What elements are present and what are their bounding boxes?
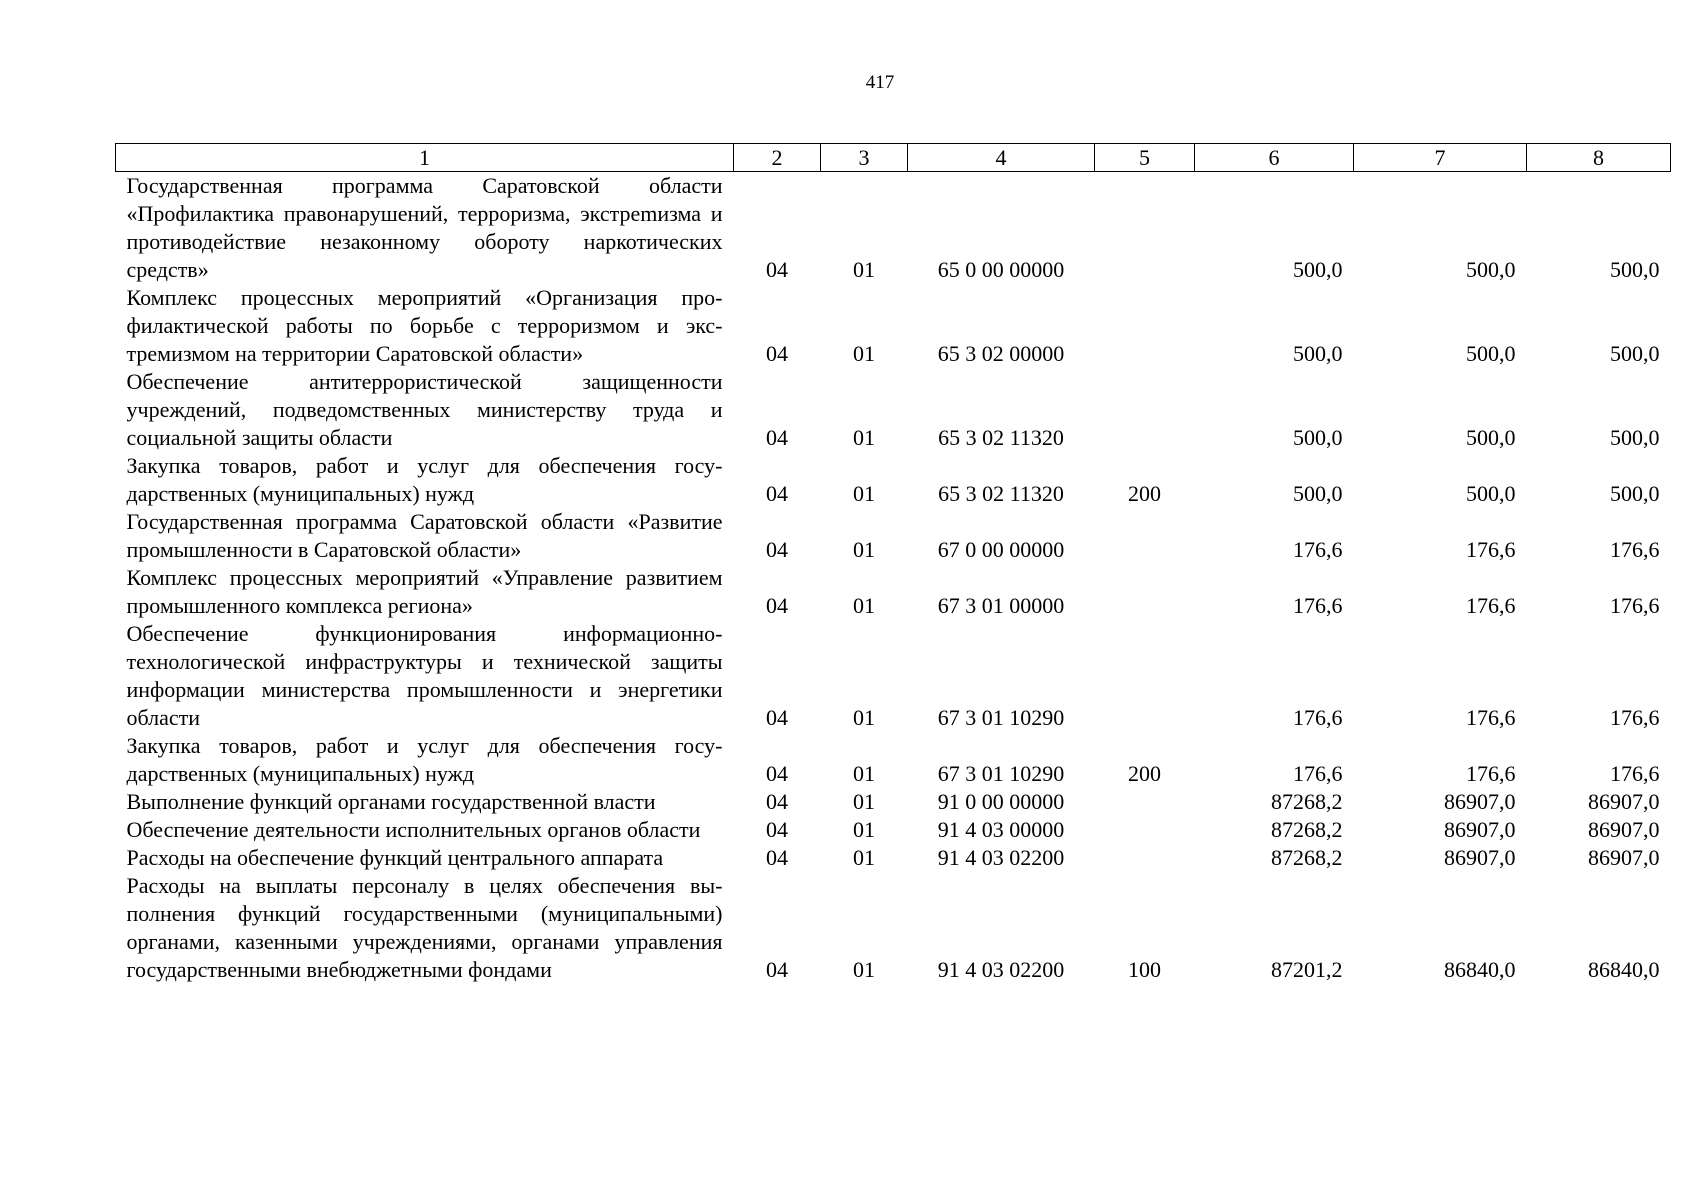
amount-col6-cell: 500,0 [1293,341,1343,366]
amount-col7-cell: 176,6 [1466,537,1516,562]
column-header: 8 [1527,144,1671,172]
column-header: 7 [1354,144,1527,172]
row-name-cell: Комплекс процессных мероприятий «Организация профилактической работы по борьбе с терроризмом и экстремизмом на территории Саратовской области» [126,285,723,366]
page-number: 417 [865,72,895,93]
section-code-cell: 04 [766,817,788,842]
amount-col6-cell: 500,0 [1293,425,1343,450]
section-code-cell: 04 [766,425,788,450]
amount-col7-cell: 500,0 [1466,341,1516,366]
table-row [116,620,1671,732]
amount-col6-cell: 87268,2 [1271,817,1343,842]
amount-col7-cell: 86907,0 [1444,817,1516,842]
table-row [116,844,1671,872]
section-code-cell: 04 [766,481,788,506]
column-header: 1 [116,144,734,172]
subsection-code-cell: 01 [853,705,875,730]
expense-type-cell [1095,508,1195,564]
row-name-cell: Закупка товаров, работ и услуг для обеспечения государственных (муниципальных) нужд [126,733,723,786]
amount-col6-cell: 176,6 [1293,705,1343,730]
amount-col7-cell: 500,0 [1466,257,1516,282]
expense-type-cell [1095,564,1195,620]
target-article-cell: 65 3 02 00000 [937,341,1065,366]
subsection-code-cell: 01 [853,845,875,870]
subsection-code-cell: 01 [853,425,875,450]
subsection-code-cell: 01 [853,957,875,982]
section-code-cell: 04 [766,845,788,870]
target-article-cell: 67 3 01 00000 [937,593,1065,618]
table-row [116,788,1671,816]
subsection-code-cell: 01 [853,817,875,842]
amount-col8-cell: 500,0 [1610,481,1660,506]
row-name-cell: Расходы на обеспечение функций центрального аппарата [126,845,664,870]
section-code-cell: 04 [766,257,788,282]
amount-col8-cell: 176,6 [1610,761,1660,786]
amount-col7-cell: 176,6 [1466,761,1516,786]
row-name-cell: Обеспечение деятельности исполнительных органов области [126,817,701,842]
amount-col8-cell: 86907,0 [1588,817,1660,842]
section-code-cell: 04 [766,537,788,562]
amount-col8-cell: 500,0 [1610,341,1660,366]
target-article-cell: 65 0 00 00000 [937,257,1065,282]
table-row [116,368,1671,452]
amount-col8-cell: 86907,0 [1588,845,1660,870]
subsection-code-cell: 01 [853,341,875,366]
subsection-code-cell: 01 [853,481,875,506]
amount-col8-cell: 176,6 [1610,537,1660,562]
expense-type-cell: 100 [1128,957,1161,982]
subsection-code-cell: 01 [853,761,875,786]
target-article-cell: 67 3 01 10290 [937,761,1065,786]
amount-col7-cell: 500,0 [1466,425,1516,450]
target-article-cell: 65 3 02 11320 [938,481,1064,506]
column-header: 2 [734,144,821,172]
amount-col7-cell: 86907,0 [1444,845,1516,870]
amount-col8-cell: 500,0 [1610,257,1660,282]
row-name-cell: Расходы на выплаты персоналу в целях обеспечения выполнения функций государственными (муниципальными) органами, казенными учреждениями, органами управления государственными внебюджетными фондами [126,873,723,982]
column-header: 5 [1095,144,1195,172]
table-row [116,872,1671,984]
row-name-cell: Обеспечение антитеррористической защищенности учреждений, подведомственных министерству труда и социальной защиты области [126,369,723,450]
section-code-cell: 04 [766,593,788,618]
amount-col8-cell: 500,0 [1610,425,1660,450]
target-article-cell: 67 3 01 10290 [937,705,1065,730]
amount-col6-cell: 176,6 [1293,593,1343,618]
amount-col7-cell: 500,0 [1466,481,1516,506]
amount-col6-cell: 87268,2 [1271,845,1343,870]
section-code-cell: 04 [766,957,788,982]
section-code-cell: 04 [766,789,788,814]
amount-col6-cell: 176,6 [1293,761,1343,786]
subsection-code-cell: 01 [853,593,875,618]
amount-col7-cell: 176,6 [1466,705,1516,730]
amount-col6-cell: 500,0 [1293,257,1343,282]
section-code-cell: 04 [766,761,788,786]
table-row [116,732,1671,788]
column-header: 6 [1195,144,1354,172]
target-article-cell: 91 4 03 02200 [937,845,1065,870]
table-header-row [116,144,1671,172]
row-name-cell: Государственная программа Саратовской области «Профилактика правонарушений, терроризма, экстреmизма и противодействие незаконному обороту наркотических средств» [126,173,723,282]
amount-col6-cell: 87268,2 [1271,789,1343,814]
amount-col6-cell: 500,0 [1293,481,1343,506]
table-row [116,172,1671,285]
table-row [116,452,1671,508]
subsection-code-cell: 01 [853,257,875,282]
target-article-cell: 65 3 02 11320 [938,425,1064,450]
expense-type-cell [1095,816,1195,844]
expense-type-cell [1095,788,1195,816]
amount-col7-cell: 176,6 [1466,593,1516,618]
row-name-cell: Выполнение функций органами государственной власти [126,789,656,814]
section-code-cell: 04 [766,341,788,366]
column-header: 3 [821,144,908,172]
row-name-cell: Комплекс процессных мероприятий «Управление развитием промышленного комплекса региона» [126,565,723,618]
subsection-code-cell: 01 [853,537,875,562]
amount-col8-cell: 176,6 [1610,593,1660,618]
table-row [116,816,1671,844]
amount-col7-cell: 86907,0 [1444,789,1516,814]
target-article-cell: 91 4 03 00000 [937,817,1065,842]
row-name-cell: Закупка товаров, работ и услуг для обеспечения государственных (муниципальных) нужд [126,453,723,506]
amount-col6-cell: 176,6 [1293,537,1343,562]
amount-col6-cell: 87201,2 [1271,957,1343,982]
target-article-cell: 91 0 00 00000 [937,789,1065,814]
expense-type-cell: 200 [1128,481,1161,506]
row-name-cell: Государственная программа Саратовской области «Развитие промышленности в Саратовской области» [126,509,723,562]
table-body [116,172,1671,985]
expense-type-cell: 200 [1128,761,1161,786]
expense-type-cell [1095,172,1195,285]
subsection-code-cell: 01 [853,789,875,814]
table-row [116,284,1671,368]
amount-col8-cell: 86907,0 [1588,789,1660,814]
budget-table [115,143,1671,984]
amount-col7-cell: 86840,0 [1444,957,1516,982]
table-row [116,508,1671,564]
target-article-cell: 91 4 03 02200 [937,957,1065,982]
expense-type-cell [1095,368,1195,452]
amount-col8-cell: 86840,0 [1588,957,1660,982]
amount-col8-cell: 176,6 [1610,705,1660,730]
expense-type-cell [1095,284,1195,368]
expense-type-cell [1095,620,1195,732]
column-header: 4 [908,144,1095,172]
table-row [116,564,1671,620]
section-code-cell: 04 [766,705,788,730]
target-article-cell: 67 0 00 00000 [937,537,1065,562]
row-name-cell: Обеспечение функционирования информационно-технологической инфраструктуры и технической защиты информации министерства промышленности и энергетики области [126,621,723,730]
expense-type-cell [1095,844,1195,872]
